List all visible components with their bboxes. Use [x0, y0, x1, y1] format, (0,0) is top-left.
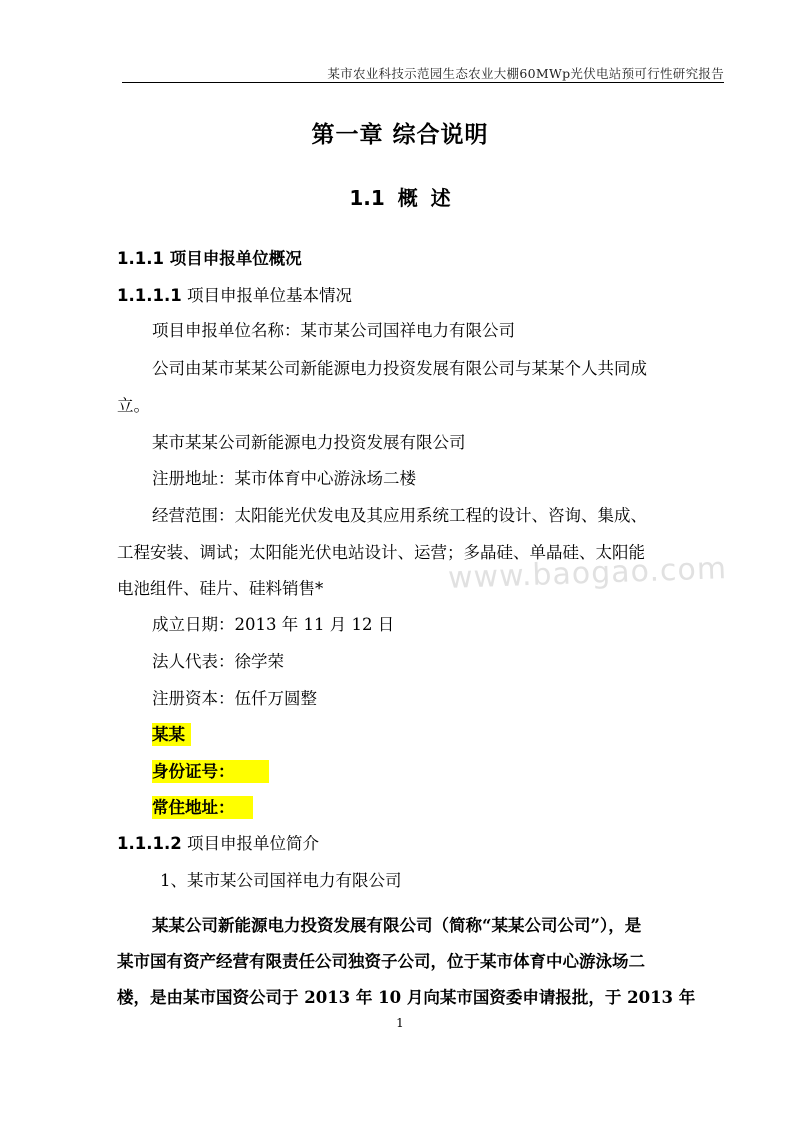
person-address-row [152, 794, 253, 818]
person-address-label: 常住地址： [152, 796, 253, 819]
paragraph-line-1: 某某公司新能源电力投资发展有限公司（简称“某某公司公司”），是 [152, 916, 642, 935]
founded-line-2: 立。 [117, 396, 150, 415]
paragraph-line-3: 楼，是由某市国资公司于 2013 年 10 月向某市国资委申请报批，于 2013 年 [117, 988, 696, 1007]
paragraph-line-2: 某市国有资产经营有限责任公司独资子公司，位于某市体育中心游泳场二 [117, 952, 645, 971]
subsection-number: 1.1.1.1 [117, 286, 182, 305]
date-line: 成立日期：2013 年 11 月 12 日 [152, 615, 395, 634]
subsection-heading-2 [117, 282, 352, 306]
person-name-row [152, 721, 191, 745]
list-item-1: 1、某市某公司国祥电力有限公司 [160, 871, 402, 890]
person-id-row [152, 758, 269, 782]
capital-line: 注册资本：伍仟万圆整 [152, 689, 317, 708]
subsection-heading-3 [117, 830, 319, 854]
scope-line-1: 经营范围：太阳能光伏发电及其应用系统工程的设计、咨询、集成、 [152, 506, 647, 525]
page-number: 1 [396, 1016, 404, 1030]
legal-rep-line: 法人代表：徐学荣 [152, 652, 284, 671]
page-header [122, 58, 724, 83]
person-id-label: 身份证号： [152, 760, 269, 783]
subsection-text: 项目申报单位简介 [181, 834, 319, 853]
section-title: 1.1 概 述 [349, 186, 451, 210]
address-line: 注册地址：某市体育中心游泳场二楼 [152, 469, 416, 488]
founded-line-1: 公司由某市某某公司新能源电力投资发展有限公司与某某个人共同成 [152, 359, 647, 378]
chapter-title: 第一章 综合说明 [311, 122, 489, 148]
company-name-line: 项目申报单位名称：某市某公司国祥电力有限公司 [152, 321, 515, 340]
sub-company-line: 某市某某公司新能源电力投资发展有限公司 [152, 433, 466, 452]
subsection-heading-1: 1.1.1 项目申报单位概况 [117, 249, 302, 268]
subsection-text: 项目申报单位基本情况 [181, 286, 352, 305]
scope-line-3: 电池组件、硅片、硅料销售* [117, 579, 324, 598]
subsection-number: 1.1.1.2 [117, 834, 182, 853]
header-title: 某市农业科技示范园生态农业大棚60MWp光伏电站预可行性研究报告 [327, 66, 724, 81]
scope-line-2: 工程安装、调试；太阳能光伏电站设计、运营；多晶硅、单晶硅、太阳能 [117, 543, 645, 562]
watermark: www.baogao.com [447, 551, 728, 596]
person-name: 某某 [152, 723, 191, 746]
